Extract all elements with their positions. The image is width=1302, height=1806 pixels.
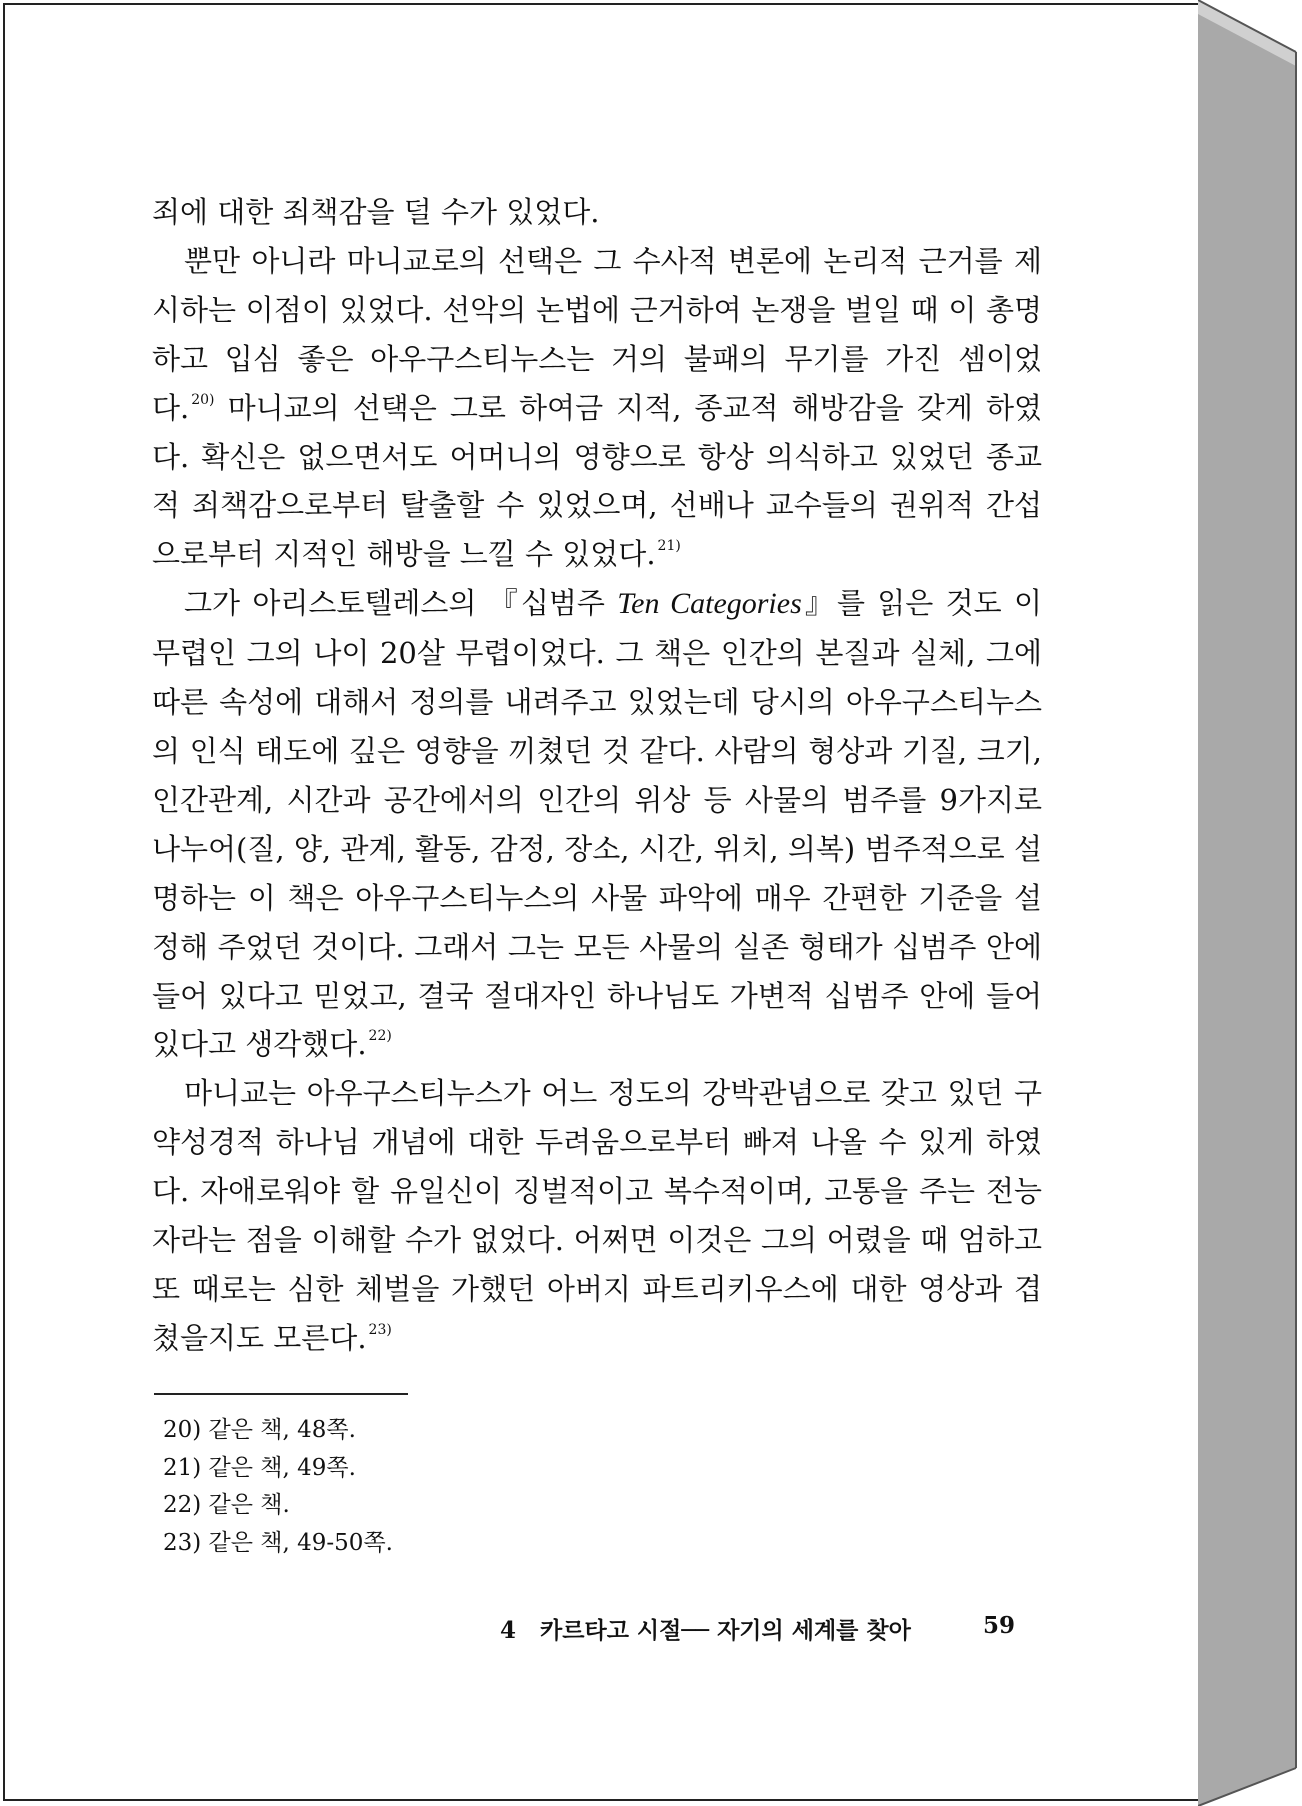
paragraph-1 xyxy=(152,188,1042,237)
paragraph-3-text: 』를 읽은 것도 이 무렵인 그의 나이 20살 무렵이었다. 그 책은 인간의 본질과 실체, 그에 따른 속성에 대해서 정의를 내려주고 있었는데 당시의 아우구스티누스의 인식 태도에 깊은 영향을 끼쳤던 것 같다. 사람의 형상과 기질, 크기, 인간관계, 시간과 공간에서의 인간의 위상 등 사물의 범주를 9가지로 나누어(질, 양, 관계, 활동, 감정, 장소, 시간, 위치, 의복) 범주적으로 설명하는 이 책은 아우구스티누스의 사물 파악에 매우 간편한 기준을 설정해 주었던 것이다. 그래서 그는 모든 사물의 실존 형태가 십범주 안에 들어 있다고 믿었고, 결국 절대자인 하나님도 가변적 십범주 안에 들어있다고 생각했다. xyxy=(152,586,1043,1062)
chapter-title: 카르타고 시절── 자기의 세계를 찾아 xyxy=(540,1617,911,1644)
running-footer xyxy=(500,1612,1015,1645)
paragraph-2-text: 뿐만 아니라 마니교로의 선택은 그 수사적 변론에 논리적 근거를 제시하는 이점이 있었다. 선악의 논법에 근거하여 논쟁을 벌일 때 이 총명하고 입심 좋은 아우구스티누스는 거의 불패의 무기를 가진 셈이었다. xyxy=(152,243,1042,425)
footnote-ref-20: 20) xyxy=(191,391,215,408)
footnote-ref-21: 21) xyxy=(657,538,681,555)
paragraph-2-text-continued: 마니교의 선택은 그로 하여금 지적, 종교적 해방감을 갖게 하였다. 확신은 없으면서도 어머니의 영향으로 항상 의식하고 있었던 종교적 죄책감으로부터 탈출할 수 있었으며, 선배나 교수들의 권위적 간섭으로부터 지적인 해방을 느낄 수 있었다. xyxy=(152,390,1042,572)
footnote-22: 22) 같은 책. xyxy=(163,1492,290,1518)
footnote-ref-22: 22) xyxy=(368,1028,392,1045)
paragraph-4-text: 마니교는 아우구스티누스가 어느 정도의 강박관념으로 갖고 있던 구약성경적 하나님 개념에 대한 두려움으로부터 빠져 나올 수 있게 하였다. 자애로워야 할 유일신이 징벌적이고 복수적이며, 고통을 주는 전능자라는 점을 이해할 수가 없었다. 어쩌면 이것은 그의 어렸을 때 엄하고 또 때로는 심한 체벌을 가했던 아버지 파트리키우스에 대한 영상과 겹쳤을지도 모른다. xyxy=(152,1076,1042,1355)
book-title-latin: Ten Categories xyxy=(617,587,802,621)
footnote-divider xyxy=(154,1393,408,1395)
footnote-20: 20) 같은 책, 48쪽. xyxy=(163,1417,356,1443)
footnote-21: 21) 같은 책, 49쪽. xyxy=(163,1454,356,1481)
paragraph-2 xyxy=(152,237,1042,579)
book-side-edge-illustration xyxy=(1198,0,1302,1806)
paragraph-3 xyxy=(152,579,1042,1069)
paragraph-3-text-start: 그가 아리스토텔레스의 『십범주 xyxy=(184,586,618,621)
book-side-face xyxy=(1198,0,1296,1806)
footnote-23: 23) 같은 책, 49-50쪽. xyxy=(163,1529,393,1556)
paragraph-4 xyxy=(152,1069,1042,1362)
main-text-block xyxy=(152,188,1042,1363)
page-number: 59 xyxy=(982,1612,1015,1639)
paragraph-1-text: 죄에 대한 죄책감을 덜 수가 있었다. xyxy=(152,195,600,229)
footnotes-list xyxy=(163,1412,393,1562)
chapter-number: 4 xyxy=(500,1617,517,1644)
footnote-ref-23: 23) xyxy=(368,1321,392,1338)
